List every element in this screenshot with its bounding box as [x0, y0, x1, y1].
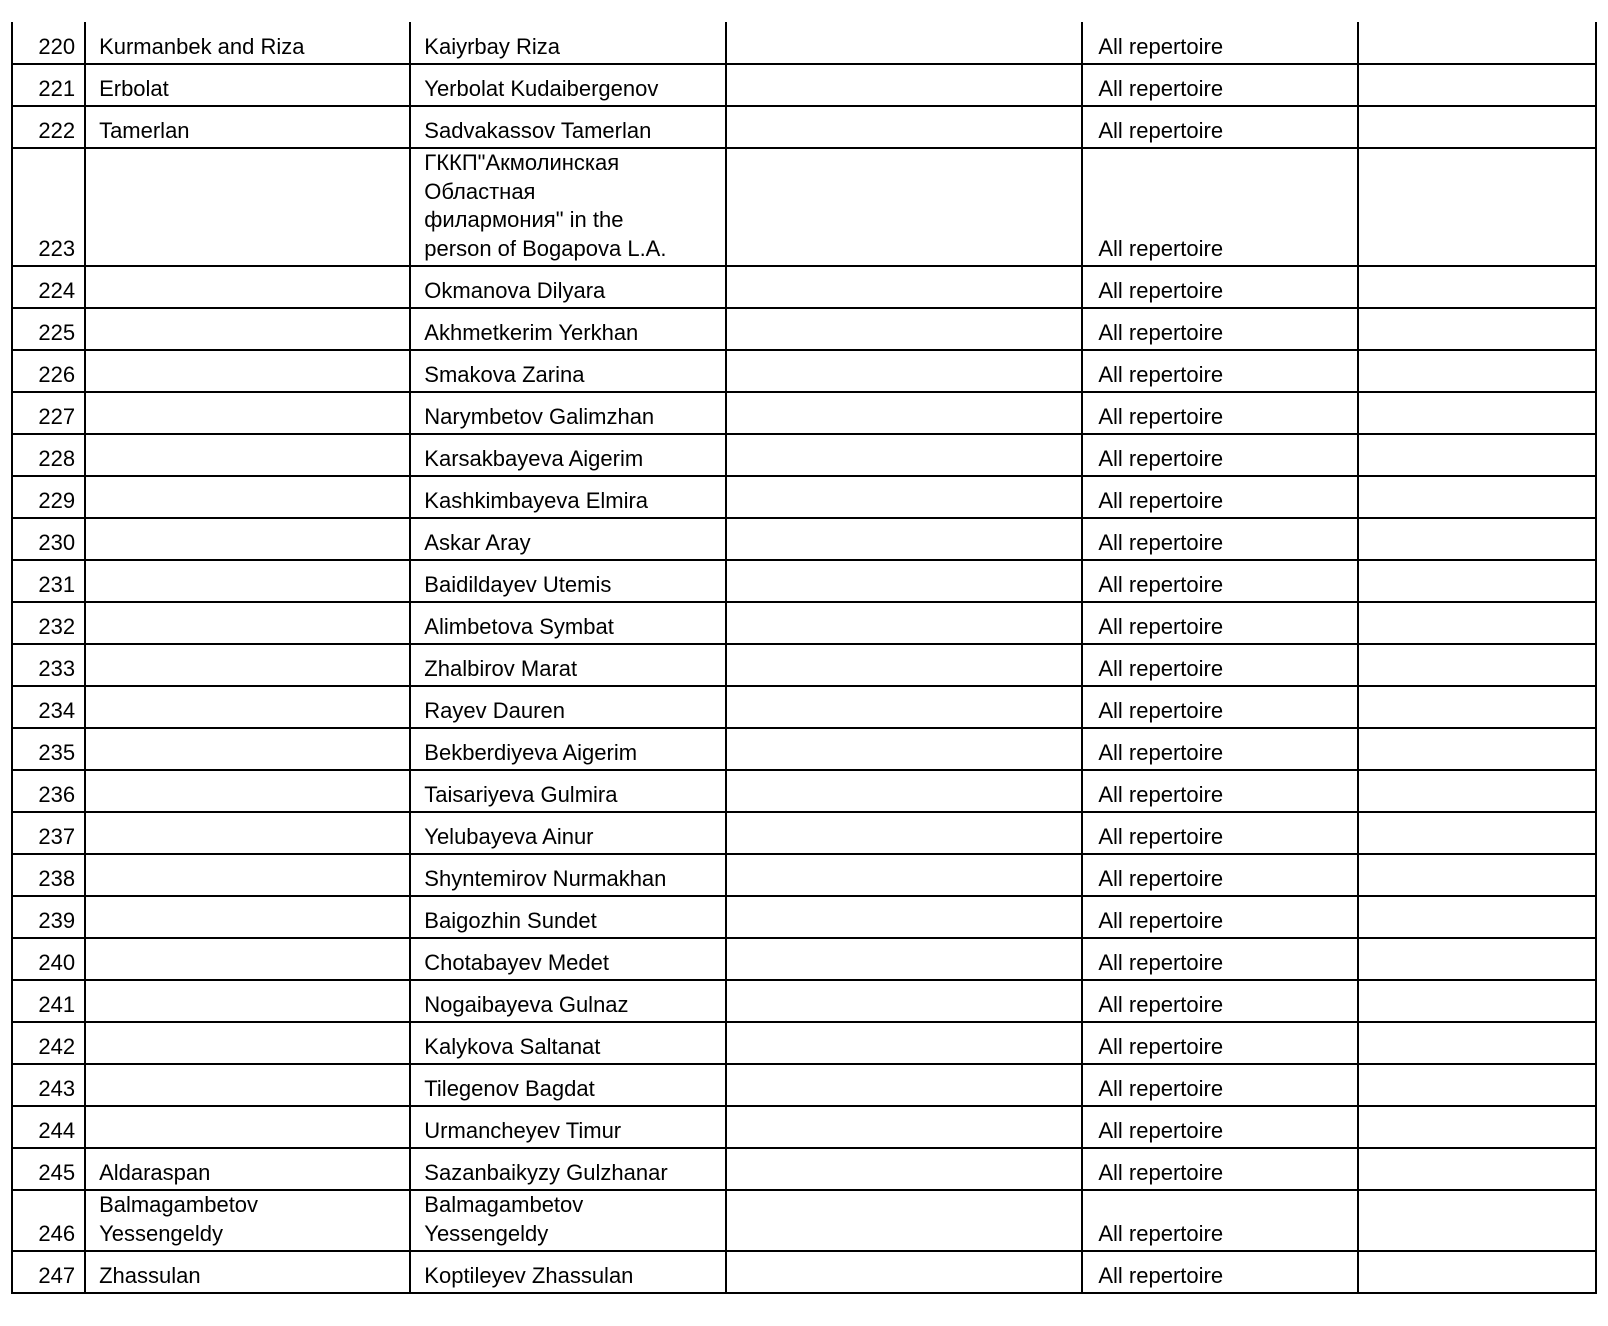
row-number-cell: [12, 266, 85, 308]
empty-cell: [726, 644, 1082, 686]
group-name-cell: [85, 22, 410, 64]
note-cell: [1358, 266, 1596, 308]
empty-cell: [726, 602, 1082, 644]
note-cell: [1358, 896, 1596, 938]
empty-cell: [726, 896, 1082, 938]
performer-name-text: Sazanbaikyzy Gulzhanar: [424, 1159, 668, 1185]
table-row: [12, 266, 1596, 308]
performer-name-cell: [410, 392, 726, 434]
repertoire-text: All repertoire: [1098, 1159, 1224, 1185]
row-number-cell: [12, 1251, 85, 1293]
note-cell: [1358, 1148, 1596, 1190]
repertoire-text: All repertoire: [1098, 235, 1224, 261]
repertoire-text: All repertoire: [1098, 991, 1224, 1017]
note-cell: [1358, 1190, 1596, 1251]
row-number-text: 230: [38, 529, 76, 555]
note-cell: [1358, 812, 1596, 854]
row-number-cell: [12, 560, 85, 602]
row-number-text: 241: [38, 991, 76, 1017]
group-name-cell: [85, 64, 410, 106]
note-cell: [1358, 980, 1596, 1022]
performer-name-text: Nogaibayeva Gulnaz: [424, 991, 629, 1017]
repertoire-cell: [1082, 64, 1358, 106]
repertoire-cell: [1082, 1106, 1358, 1148]
repertoire-text: All repertoire: [1098, 117, 1224, 143]
table-row: [12, 602, 1596, 644]
note-cell: [1358, 644, 1596, 686]
group-name-cell: [85, 854, 410, 896]
table-row: [12, 434, 1596, 476]
performer-name-text: Yerbolat Kudaibergenov: [424, 75, 659, 101]
group-name-cell: [85, 896, 410, 938]
note-cell: [1358, 1064, 1596, 1106]
repertoire-cell: [1082, 938, 1358, 980]
repertoire-cell: [1082, 728, 1358, 770]
note-cell: [1358, 770, 1596, 812]
performer-name-text: Kashkimbayeva Elmira: [424, 487, 649, 513]
performer-name-cell: [410, 770, 726, 812]
row-number-text: 227: [38, 403, 76, 429]
table-row: [12, 518, 1596, 560]
repertoire-text: All repertoire: [1098, 1075, 1224, 1101]
row-number-text: 223: [38, 235, 76, 261]
performer-name-text: Tilegenov Bagdat: [424, 1075, 595, 1101]
table-row: [12, 728, 1596, 770]
repertoire-text: All repertoire: [1098, 865, 1224, 891]
group-name-cell: [85, 644, 410, 686]
group-name-cell: [85, 434, 410, 476]
repertoire-cell: [1082, 1251, 1358, 1293]
repertoire-cell: [1082, 22, 1358, 64]
row-number-cell: [12, 434, 85, 476]
repertoire-cell: [1082, 560, 1358, 602]
performer-name-cell: [410, 308, 726, 350]
performer-name-cell: [410, 518, 726, 560]
row-number-text: 224: [38, 277, 76, 303]
row-number-cell: [12, 896, 85, 938]
performer-name-text: Balmagambetov Yessengeldy: [424, 1192, 584, 1246]
group-name-cell: [85, 1148, 410, 1190]
table-row: [12, 938, 1596, 980]
group-name-cell: [85, 938, 410, 980]
performer-name-text: Baigozhin Sundet: [424, 907, 597, 933]
performer-name-text: Yelubayeva Ainur: [424, 823, 594, 849]
table-row: [12, 350, 1596, 392]
row-number-text: 239: [38, 907, 76, 933]
row-number-cell: [12, 854, 85, 896]
performer-name-cell: [410, 106, 726, 148]
performer-name-text: Koptileyev Zhassulan: [424, 1262, 634, 1288]
repertoire-cell: [1082, 350, 1358, 392]
table-row: [12, 1251, 1596, 1293]
repertoire-cell: [1082, 1190, 1358, 1251]
performer-name-cell: [410, 812, 726, 854]
table-row: [12, 812, 1596, 854]
repertoire-text: All repertoire: [1098, 907, 1224, 933]
group-name-cell: [85, 686, 410, 728]
group-name-cell: [85, 392, 410, 434]
repertoire-cell: [1082, 308, 1358, 350]
performer-name-cell: [410, 602, 726, 644]
row-number-text: 244: [38, 1117, 76, 1143]
row-number-cell: [12, 770, 85, 812]
table-body: [12, 22, 1596, 1293]
table-row: [12, 64, 1596, 106]
group-name-cell: [85, 728, 410, 770]
row-number-cell: [12, 812, 85, 854]
empty-cell: [726, 1022, 1082, 1064]
repertoire-text: All repertoire: [1098, 1033, 1224, 1059]
row-number-text: 229: [38, 487, 76, 513]
repertoire-cell: [1082, 1148, 1358, 1190]
row-number-text: 235: [38, 739, 76, 765]
table-row: [12, 1148, 1596, 1190]
repertoire-text: All repertoire: [1098, 529, 1224, 555]
empty-cell: [726, 350, 1082, 392]
note-cell: [1358, 1251, 1596, 1293]
performer-name-cell: [410, 266, 726, 308]
repertoire-cell: [1082, 1064, 1358, 1106]
table-row: [12, 560, 1596, 602]
row-number-cell: [12, 476, 85, 518]
performer-name-cell: [410, 1251, 726, 1293]
table-row: [12, 686, 1596, 728]
performer-name-text: Karsakbayeva Aigerim: [424, 445, 644, 471]
row-number-text: 231: [38, 571, 76, 597]
empty-cell: [726, 392, 1082, 434]
empty-cell: [726, 980, 1082, 1022]
table-row: [12, 644, 1596, 686]
row-number-cell: [12, 518, 85, 560]
row-number-text: 232: [38, 613, 76, 639]
performer-name-text: Okmanova Dilyara: [424, 277, 606, 303]
note-cell: [1358, 148, 1596, 266]
group-name-text: Tamerlan: [99, 117, 190, 143]
repertoire-cell: [1082, 980, 1358, 1022]
row-number-cell: [12, 644, 85, 686]
empty-cell: [726, 64, 1082, 106]
group-name-cell: [85, 308, 410, 350]
row-number-cell: [12, 1148, 85, 1190]
performer-name-cell: [410, 854, 726, 896]
row-number-text: 226: [38, 361, 76, 387]
repertoire-cell: [1082, 812, 1358, 854]
repertoire-text: All repertoire: [1098, 1262, 1224, 1288]
group-name-cell: [85, 1106, 410, 1148]
note-cell: [1358, 938, 1596, 980]
row-number-cell: [12, 64, 85, 106]
row-number-cell: [12, 686, 85, 728]
group-name-cell: [85, 106, 410, 148]
repertoire-cell: [1082, 644, 1358, 686]
performer-name-cell: [410, 896, 726, 938]
row-number-text: 233: [38, 655, 76, 681]
performer-name-cell: [410, 1190, 726, 1251]
repertoire-text: All repertoire: [1098, 571, 1224, 597]
repertoire-cell: [1082, 854, 1358, 896]
empty-cell: [726, 938, 1082, 980]
note-cell: [1358, 392, 1596, 434]
row-number-text: 234: [38, 697, 76, 723]
repertoire-text: All repertoire: [1098, 697, 1224, 723]
performer-name-text: Shyntemirov Nurmakhan: [424, 865, 667, 891]
row-number-text: 220: [38, 33, 76, 59]
empty-cell: [726, 308, 1082, 350]
repertoire-text: All repertoire: [1098, 445, 1224, 471]
empty-cell: [726, 148, 1082, 266]
group-name-cell: [85, 812, 410, 854]
table-row: [12, 1064, 1596, 1106]
row-number-cell: [12, 22, 85, 64]
repertoire-text: All repertoire: [1098, 739, 1224, 765]
group-name-cell: [85, 476, 410, 518]
repertoire-text: All repertoire: [1098, 319, 1224, 345]
repertoire-text: All repertoire: [1098, 823, 1224, 849]
group-name-cell: [85, 266, 410, 308]
performer-name-cell: [410, 686, 726, 728]
performer-name-text: Alimbetova Symbat: [424, 613, 614, 639]
repertoire-text: All repertoire: [1098, 75, 1224, 101]
group-name-cell: [85, 1064, 410, 1106]
row-number-text: 242: [38, 1033, 76, 1059]
note-cell: [1358, 518, 1596, 560]
performer-name-cell: [410, 560, 726, 602]
row-number-text: 243: [38, 1075, 76, 1101]
row-number-text: 236: [38, 781, 76, 807]
repertoire-text: All repertoire: [1098, 487, 1224, 513]
performer-name-cell: [410, 476, 726, 518]
table-row: [12, 148, 1596, 266]
row-number-text: 238: [38, 865, 76, 891]
repertoire-table: [11, 22, 1597, 1294]
repertoire-cell: [1082, 518, 1358, 560]
performer-name-text: Narymbetov Galimzhan: [424, 403, 655, 429]
note-cell: [1358, 434, 1596, 476]
group-name-text: Kurmanbek and Riza: [99, 33, 305, 59]
row-number-cell: [12, 1106, 85, 1148]
performer-name-text: Bekberdiyeva Aigerim: [424, 739, 638, 765]
empty-cell: [726, 1190, 1082, 1251]
note-cell: [1358, 854, 1596, 896]
row-number-text: 222: [38, 117, 76, 143]
performer-name-cell: [410, 1106, 726, 1148]
performer-name-text: Rayev Dauren: [424, 697, 565, 723]
repertoire-cell: [1082, 1022, 1358, 1064]
group-name-text: Balmagambetov Yessengeldy: [99, 1192, 259, 1246]
empty-cell: [726, 434, 1082, 476]
row-number-text: 237: [38, 823, 76, 849]
repertoire-cell: [1082, 602, 1358, 644]
performer-name-cell: [410, 1022, 726, 1064]
table-row: [12, 854, 1596, 896]
empty-cell: [726, 106, 1082, 148]
empty-cell: [726, 1148, 1082, 1190]
performer-name-text: Akhmetkerim Yerkhan: [424, 319, 639, 345]
repertoire-text: All repertoire: [1098, 655, 1224, 681]
empty-cell: [726, 518, 1082, 560]
performer-name-text: Kalykova Saltanat: [424, 1033, 601, 1059]
row-number-cell: [12, 728, 85, 770]
row-number-text: 225: [38, 319, 76, 345]
repertoire-text: All repertoire: [1098, 403, 1224, 429]
group-name-cell: [85, 560, 410, 602]
repertoire-text: All repertoire: [1098, 949, 1224, 975]
row-number-text: 240: [38, 949, 76, 975]
row-number-cell: [12, 1190, 85, 1251]
performer-name-text: Zhalbirov Marat: [424, 655, 578, 681]
row-number-cell: [12, 148, 85, 266]
performer-name-cell: [410, 64, 726, 106]
row-number-cell: [12, 106, 85, 148]
note-cell: [1358, 22, 1596, 64]
table-row: [12, 1106, 1596, 1148]
repertoire-text: All repertoire: [1098, 361, 1224, 387]
repertoire-cell: [1082, 896, 1358, 938]
row-number-cell: [12, 938, 85, 980]
group-name-text: Erbolat: [99, 75, 169, 101]
note-cell: [1358, 602, 1596, 644]
note-cell: [1358, 560, 1596, 602]
row-number-cell: [12, 308, 85, 350]
note-cell: [1358, 476, 1596, 518]
repertoire-cell: [1082, 106, 1358, 148]
performer-name-text: Smakova Zarina: [424, 361, 585, 387]
repertoire-text: All repertoire: [1098, 277, 1224, 303]
table-row: [12, 980, 1596, 1022]
repertoire-text: All repertoire: [1098, 1117, 1224, 1143]
group-name-cell: [85, 1190, 410, 1251]
group-name-text: Zhassulan: [99, 1262, 201, 1288]
row-number-cell: [12, 392, 85, 434]
performer-name-cell: [410, 728, 726, 770]
table-row: [12, 1190, 1596, 1251]
repertoire-cell: [1082, 476, 1358, 518]
row-number-text: 247: [38, 1262, 76, 1288]
empty-cell: [726, 728, 1082, 770]
performer-name-text: Taisariyeva Gulmira: [424, 781, 618, 807]
row-number-cell: [12, 350, 85, 392]
performer-name-cell: [410, 644, 726, 686]
row-number-text: 221: [38, 75, 76, 101]
table-row: [12, 1022, 1596, 1064]
performer-name-cell: [410, 980, 726, 1022]
repertoire-cell: [1082, 392, 1358, 434]
performer-name-text: Kaiyrbay Riza: [424, 33, 561, 59]
group-name-text: Aldaraspan: [99, 1159, 211, 1185]
empty-cell: [726, 770, 1082, 812]
group-name-cell: [85, 770, 410, 812]
performer-name-cell: [410, 938, 726, 980]
performer-name-cell: [410, 22, 726, 64]
group-name-cell: [85, 350, 410, 392]
group-name-cell: [85, 148, 410, 266]
repertoire-cell: [1082, 434, 1358, 476]
table-row: [12, 106, 1596, 148]
repertoire-text: All repertoire: [1098, 1220, 1224, 1246]
empty-cell: [726, 22, 1082, 64]
row-number-text: 245: [38, 1159, 76, 1185]
empty-cell: [726, 476, 1082, 518]
group-name-cell: [85, 980, 410, 1022]
empty-cell: [726, 560, 1082, 602]
note-cell: [1358, 308, 1596, 350]
performer-name-text: Askar Aray: [424, 529, 531, 555]
group-name-cell: [85, 602, 410, 644]
table-row: [12, 476, 1596, 518]
performer-name-cell: [410, 1064, 726, 1106]
performer-name-cell: [410, 1148, 726, 1190]
empty-cell: [726, 1064, 1082, 1106]
repertoire-cell: [1082, 770, 1358, 812]
note-cell: [1358, 728, 1596, 770]
table-row: [12, 770, 1596, 812]
row-number-cell: [12, 980, 85, 1022]
group-name-cell: [85, 1251, 410, 1293]
repertoire-text: All repertoire: [1098, 781, 1224, 807]
empty-cell: [726, 854, 1082, 896]
table-row: [12, 392, 1596, 434]
performer-name-text: Baidildayev Utemis: [424, 571, 612, 597]
table-row: [12, 896, 1596, 938]
row-number-text: 246: [38, 1220, 76, 1246]
note-cell: [1358, 1022, 1596, 1064]
empty-cell: [726, 686, 1082, 728]
repertoire-text: All repertoire: [1098, 613, 1224, 639]
row-number-cell: [12, 1064, 85, 1106]
note-cell: [1358, 350, 1596, 392]
table-row: [12, 22, 1596, 64]
empty-cell: [726, 266, 1082, 308]
note-cell: [1358, 686, 1596, 728]
repertoire-cell: [1082, 266, 1358, 308]
note-cell: [1358, 1106, 1596, 1148]
performer-name-cell: [410, 148, 726, 266]
note-cell: [1358, 64, 1596, 106]
note-cell: [1358, 106, 1596, 148]
performer-name-cell: [410, 434, 726, 476]
row-number-cell: [12, 602, 85, 644]
row-number-cell: [12, 1022, 85, 1064]
repertoire-cell: [1082, 148, 1358, 266]
row-number-text: 228: [38, 445, 76, 471]
performer-name-text: Sadvakassov Tamerlan: [424, 117, 652, 143]
performer-name-text: Urmancheyev Timur: [424, 1117, 622, 1143]
group-name-cell: [85, 518, 410, 560]
empty-cell: [726, 1106, 1082, 1148]
performer-name-cell: [410, 350, 726, 392]
performer-name-text: ГККП"Акмолинская Областная филармония" in the person of Bogapova L.A.: [424, 150, 667, 261]
repertoire-text: All repertoire: [1098, 33, 1224, 59]
performer-name-text: Chotabayev Medet: [424, 949, 609, 975]
empty-cell: [726, 1251, 1082, 1293]
table-row: [12, 308, 1596, 350]
empty-cell: [726, 812, 1082, 854]
repertoire-cell: [1082, 686, 1358, 728]
group-name-cell: [85, 1022, 410, 1064]
